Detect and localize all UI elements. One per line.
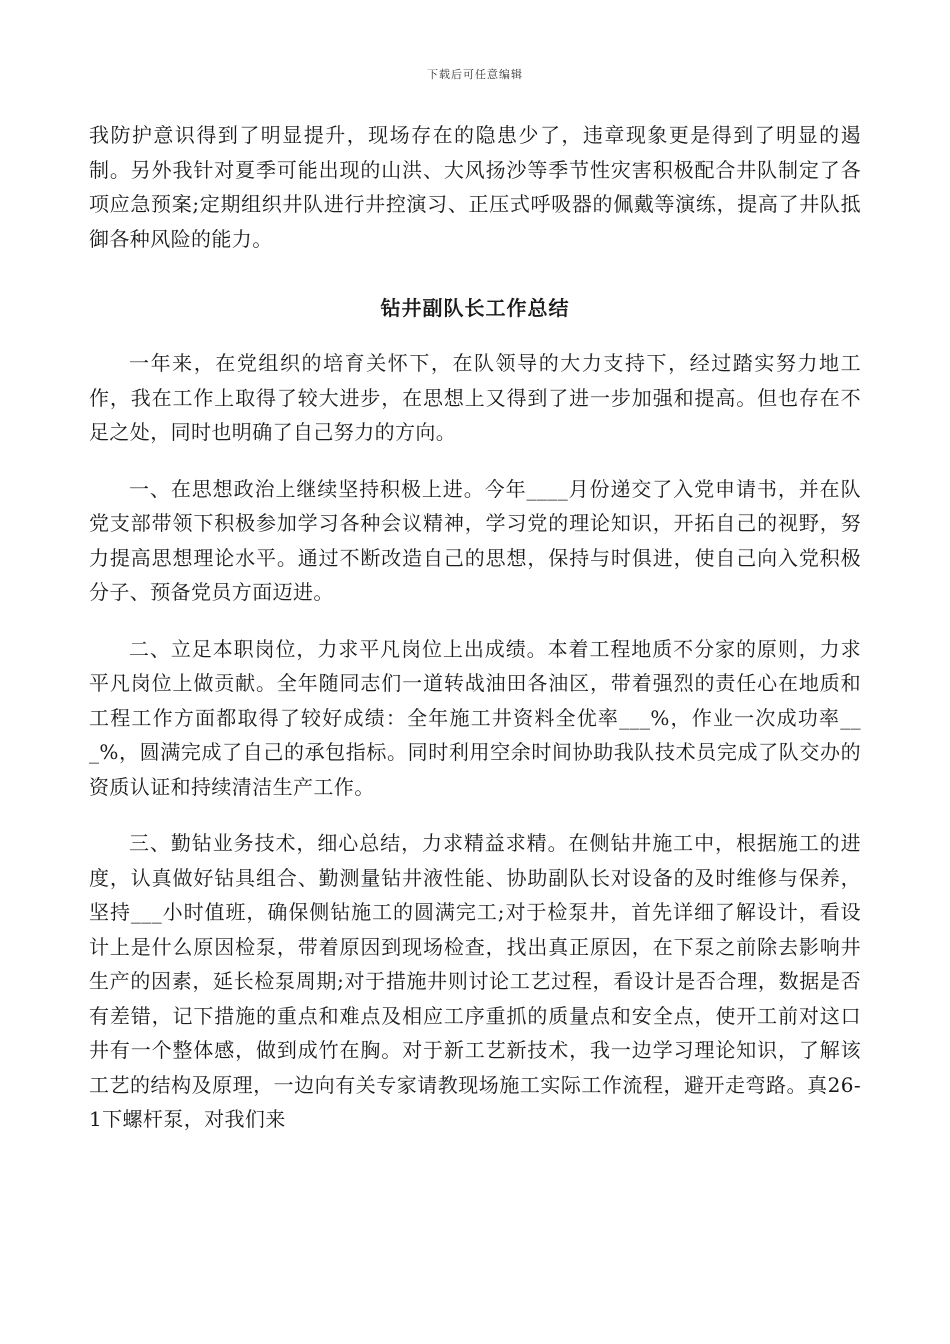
document-body — [89, 118, 861, 1137]
paragraph-section-two: 二、立足本职岗位，力求平凡岗位上出成绩。本着工程地质不分家的原则，力求平凡岗位上做贡献。全年随同志们一道转战油田各油区，带着强烈的责任心在地质和工程工作方面都取得了较好成绩：全年施工井资料全优率___%，作业一次成功率___%，圆满完成了自己的承包指标。同时利用空余时间协助我队技术员完成了队交办的资质认证和持续清洁生产工作。 — [89, 636, 861, 799]
document-title: 钻井副队长工作总结 — [380, 296, 570, 320]
intro-paragraph: 我防护意识得到了明显提升，现场存在的隐患少了，违章现象更是得到了明显的遏制。另外我针对夏季可能出现的山洪、大风扬沙等季节性灾害积极配合井队制定了各项应急预案;定期组织井队进行井控演习、正压式呼吸器的佩戴等演练，提高了井队抵御各种风险的能力。 — [89, 123, 861, 251]
paragraph-section-three: 三、勤钻业务技术，细心总结，力求精益求精。在侧钻井施工中，根据施工的进度，认真做好钻具组合、勤测量钻井液性能、协助副队长对设备的及时维修与保养，坚持___小时值班，确保侧钻施工的圆满完工;对于检泵井，首先详细了解设计，看设计上是什么原因检泵，带着原因到现场检查，找出真正原因，在下泵之前除去影响井生产的因素，延长检泵周期;对于措施井则讨论工艺过程，看设计是否合理，数据是否有差错，记下措施的重点和难点及相应工序重抓的质量点和安全点，使开工前对这口井有一个整体感，做到成竹在胸。对于新工艺新技术，我一边学习理论知识，了解该工艺的结构及原理，一边向有关专家请教现场施工实际工作流程，避开走弯路。真26-1下螺杆泵，对我们来 — [89, 831, 861, 1131]
paragraph-opening: 一年来，在党组织的培育关怀下，在队领导的大力支持下，经过踏实努力地工作，我在工作上取得了较大进步，在思想上又得到了进一步加强和提高。但也存在不足之处，同时也明确了自己努力的方向。 — [89, 351, 861, 444]
paragraph-section-one: 一、在思想政治上继续坚持积极上进。今年____月份递交了入党申请书，并在队党支部带领下积极参加学习各种会议精神，学习党的理论知识，开拓自己的视野，努力提高思想理论水平。通过不断改造自己的思想，保持与时俱进，使自己向入党积极分子、预备党员方面迈进。 — [89, 476, 861, 604]
page-header: 下载后可任意编辑 — [427, 68, 523, 81]
